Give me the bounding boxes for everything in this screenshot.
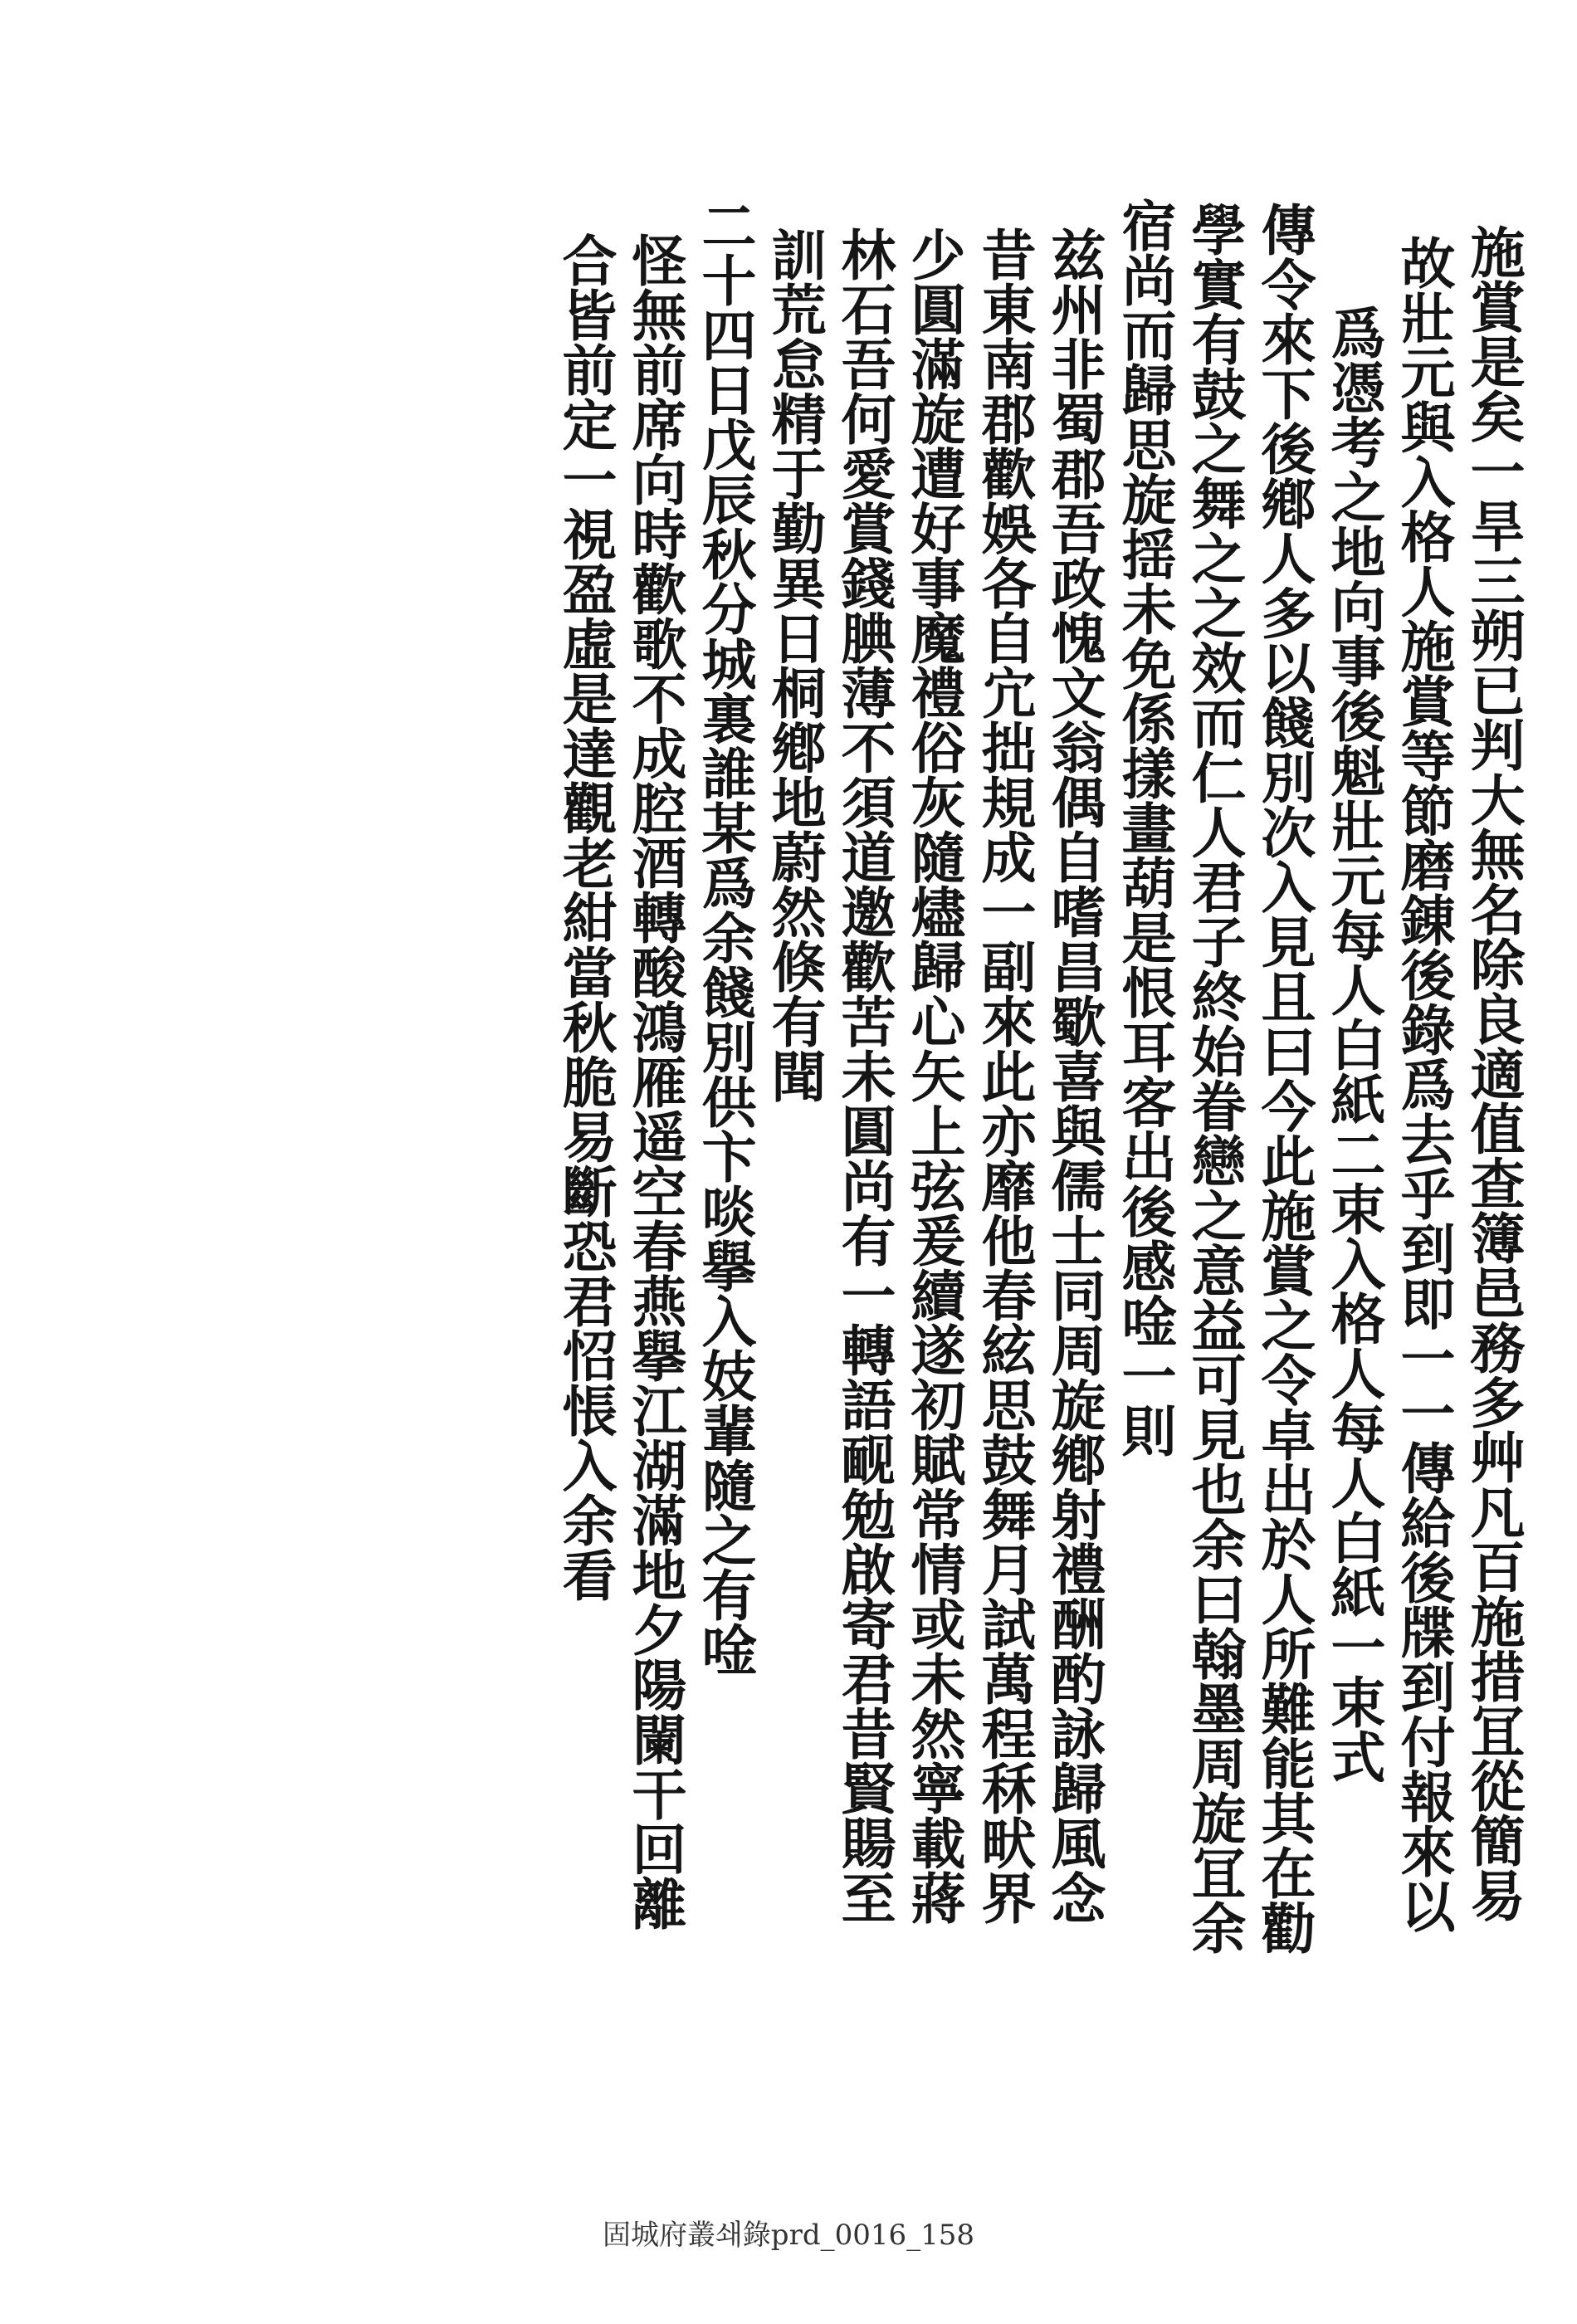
text-column-9: 少圓滿旋遭好事魔禮俗灰隨燼歸心矢上弦爰續遂初賦常情或未然寧載蔣 <box>901 227 966 1925</box>
text-column-10: 林石吾何愛賞錢腆薄不須道邀歡苦未圓尚有一轉語䩄勉啟寄君昔賢𧶽至 <box>832 227 896 1925</box>
text-column-8: 昔東南郡歡娛各自宂拙規成一副來此亦靡他春絃思鼓舞月試萬程秝畎界 <box>972 227 1037 1925</box>
text-column-1: 施賞是矣一旱三朔已判大無名除良適值查簿邑務多艸凡百施措冝從簡易 <box>1461 224 1526 1922</box>
text-column-6: 宿尚而歸思旋揺未免係㨾畫葫是恨耳客出後感唫一則 <box>1112 198 1177 1457</box>
text-column-14: 合皆前定一視盈虛是達觀老紺當秋脆易斷恐君怊悵入余看 <box>553 232 618 1602</box>
text-column-12: 二十四日戊辰秋分城裏誰某爲余餞別供卞啖擧入妓輩隨之有唫 <box>692 198 757 1677</box>
text-column-3: 爲憑考之地向事後魁壯元每人白紙二束入格人每人白紙一束式 <box>1321 305 1386 1784</box>
text-column-4: 傳令來下後鄕人多以餞別次入見且曰今此施賞之令卓出於人所難能其在勸 <box>1252 202 1316 1955</box>
text-column-5: 學實有鼓之舞之之效而仁人君子終始眷戀之意益可見也余曰翰墨周旋冝余 <box>1182 202 1247 1955</box>
text-column-11: 訓荒怠精于勤異日桐鄕地蔚然倏有聞 <box>762 227 827 1103</box>
text-column-13: 怪無前席向時歡歌不成腔酒轉酸鴻雁遥空春燕擧江湖滿地夕陽闌干回離 <box>622 232 687 1931</box>
page-footer-label: 固城府叢쇄錄prd_0016_158 <box>602 2219 975 2252</box>
text-column-7: 兹州非蜀郡吾政愧文翁偶自嗜昌歜喜與儒士同周旋鄕射禮酬酌詠歸風念 <box>1042 227 1106 1925</box>
text-column-2: 故壯元與入格人施賞等節磨錬後錄爲去乎到即一一傳給後牒到付報來以 <box>1391 235 1456 1933</box>
